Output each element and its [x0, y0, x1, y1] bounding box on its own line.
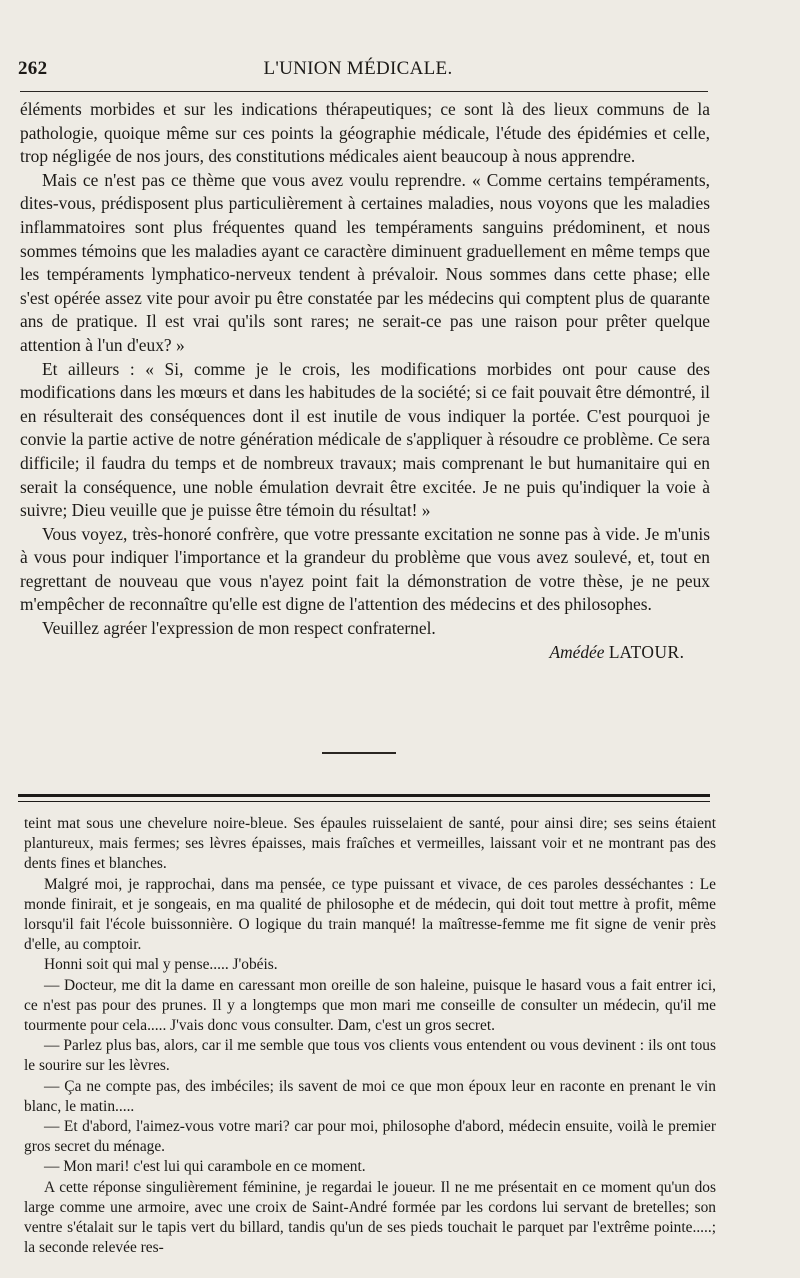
letter-paragraph: éléments morbides et sur les indications thérapeutiques; ce sont là des lieux communs de la pathologie, quoique même sur ces points la géographie médicale, l'étude des épidémies et celle, trop négligée de nos jours, des constitutions médicales aient beaucoup à nous apprendre. [20, 99, 710, 167]
letter-paragraph: Et ailleurs : « Si, comme je le crois, les modifications morbides ont pour cause des modifications dans les mœurs et dans les habitudes de la société; si ce fait pouvait être démontré, il en résulterait des conséquences dont il est inutile de vous indiquer la portée. C'est pourquoi je convie la partie active de notre génération médicale de s'appliquer à résoudre ce problème. Ce sera difficile; il faudra du temps et de nombreux travaux; mais comprenant le but humanitaire qui en serait la conséquence, une noble émulation devrait être excitée. Je ne puis qu'indiquer la voie à suivre; Dieu veuille que je puisse être témoin du résultat! » [20, 358, 710, 521]
feuilleton-paragraph: Honni soit qui mal y pense..... J'obéis. [44, 956, 278, 974]
feuilleton-paragraph: teint mat sous une chevelure noire-bleue. Ses épaules ruisselaient de santé, pour ainsi dire; ses seins étaient plantureux, mais fermes; ses lèvres épaisses, mais fraîches et vermeilles, laissant voir et ne montrant pas des dents fines et blanches. [24, 815, 716, 873]
letter-paragraph: Mais ce n'est pas ce thème que vous avez voulu reprendre. « Comme certains tempéraments, dites-vous, prédisposent plus particulièrement à certaines maladies, nous voyons que les maladies inflammatoires sont plus fréquentes quand les tempéraments sanguins prédominent, et nous sommes témoins que les maladies ayant ce caractère diminuent graduellement en même temps que les tempéraments lymphatico-nerveux tendent à prévaloir. Nous sommes dans cette phase; elle s'est opérée assez vite pour avoir pu être constatée par les médecins qui comptent plus de quarante ans de pratique. Il est vrai qu'ils sont rares; ne serait-ce pas une raison pour prêter quelque attention à l'un d'eux? » [20, 169, 710, 355]
feuilleton-separator-thick [18, 794, 710, 797]
signature-surname-end: . [679, 641, 684, 662]
journal-title: L'UNION MÉDICALE. [263, 58, 453, 79]
letter-body [20, 98, 710, 664]
letter-closing: Veuillez agréer l'expression de mon respect confraternel. [42, 618, 436, 639]
running-head [18, 58, 708, 80]
feuilleton-paragraph: — Docteur, me dit la dame en caressant mon oreille de son haleine, puisque le hasard vous a fait entrer ici, ce n'est pas pour des prunes. Il y a longtemps que mon mari me conseille de consulter un médecin, qu'il me tourmente pour cela..... J'vais donc vous consulter. Dam, c'est un gros secret. [24, 976, 716, 1035]
feuilleton-paragraph: — Et d'abord, l'aimez-vous votre mari? car pour moi, philosophe d'abord, médecin ensuite, voilà le premier gros secret du ménage. [24, 1118, 716, 1156]
header-rule [20, 91, 708, 92]
letter-paragraph: Vous voyez, très-honoré confrère, que votre pressante excitation ne sonne pas à vide. Je m'unis à vous pour indiquer l'importance et la grandeur du problème que vous avez soulevé, et, tout en regrettant de nouveau que vous n'ayez point fait la démonstration de votre thèse, je ne peux m'empêcher de reconnaître qu'elle est digne de l'attention des médecins et des philosophes. [20, 523, 710, 615]
signature [20, 641, 710, 665]
feuilleton-paragraph: Malgré moi, je rapprochai, dans ma pensée, ce type puissant et vivace, de ces paroles desséchantes : Le monde finirait, et je songeais, en ma qualité de philosophe et de médecin, qui doit tout mettre à profit, même lorsqu'il fait l'école buissonnière. O logique du train manqué! la maîtresse-femme me fit signe de venir près d'elle, au comptoir. [24, 875, 716, 954]
section-end-rule [322, 752, 396, 754]
feuilleton-paragraph: — Parlez plus bas, alors, car il me semble que tous vos clients vous entendent ou vous devinent : ils ont tous le sourire sur les lèvres. [24, 1037, 716, 1075]
feuilleton-separator-thin [18, 801, 710, 802]
feuilleton-paragraph: A cette réponse singulièrement féminine, je regardai le joueur. Il ne me présentait en ce moment qu'un dos large comme une armoire, avec une croix de Saint-André formée par les cordons lui servant de bretelles; son ventre s'étalait sur le tapis vert du billard, tandis qu'un de ses pieds touchait le parquet par l'extrême pointe.....; la seconde relevée res- [24, 1178, 716, 1257]
signature-surname-rest: ATOUR [619, 641, 680, 662]
feuilleton-paragraph: — Mon mari! c'est lui qui carambole en ce moment. [44, 1158, 366, 1176]
feuilleton-paragraph: — Ça ne compte pas, des imbéciles; ils savent de moi ce que mon époux leur en raconte en prenant le vin blanc, le matin..... [24, 1077, 716, 1115]
feuilleton-body [24, 814, 716, 1258]
signature-surname-initial: L [608, 641, 620, 662]
page-number: 262 [18, 58, 48, 79]
signature-surname [609, 642, 684, 662]
signature-first-name: Amédée [549, 641, 605, 662]
